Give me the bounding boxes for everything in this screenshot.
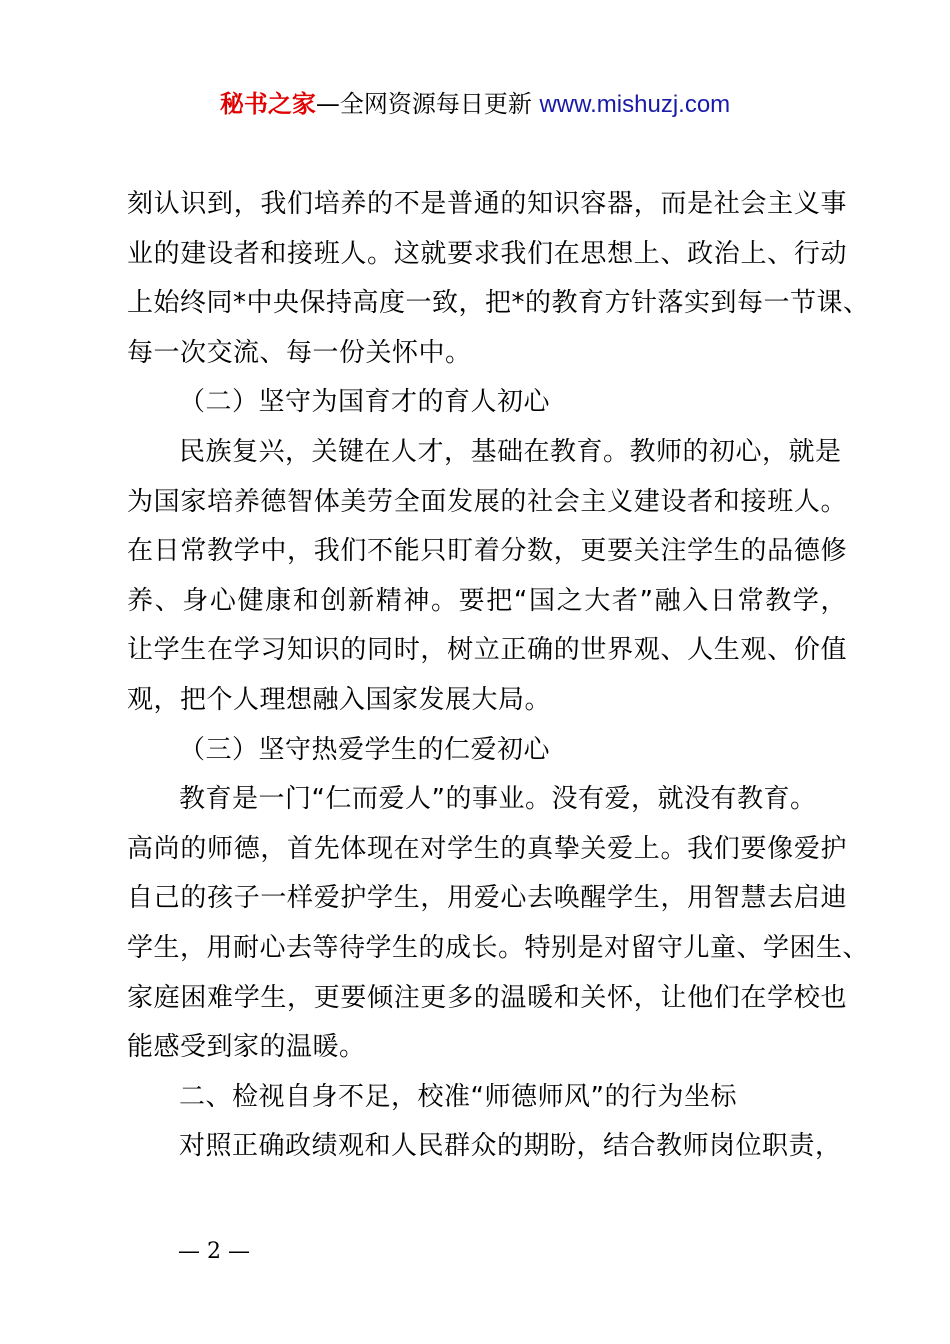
header-url: www.mishuzj.com	[539, 91, 731, 118]
body-line: 让学生在学习知识的同时，树立正确的世界观、人生观、价值	[127, 635, 847, 666]
section-heading: （三）坚守热爱学生的仁爱初心	[179, 734, 551, 765]
body-line: 上始终同*中央保持高度一致，把*的教育方针落实到每一节课、	[127, 288, 870, 319]
body-line: 自己的孩子一样爱护学生，用爱心去唤醒学生，用智慧去启迪	[127, 883, 847, 914]
header-tagline: —全网资源每日更新	[315, 90, 540, 118]
body-line: 家庭困难学生，更要倾注更多的温暖和关怀，让他们在学校也	[127, 982, 847, 1013]
body-line: 能感受到家的温暖。	[127, 1032, 366, 1063]
chapter-heading: 二、检视自身不足，校准“师德师风”的行为坐标	[179, 1081, 737, 1112]
body-line: 高尚的师德，首先体现在对学生的真挚关爱上。我们要像爱护	[127, 833, 847, 864]
brand-name: 秘书之家	[219, 90, 316, 118]
body-line: 在日常教学中，我们不能只盯着分数，更要关注学生的品德修	[127, 536, 847, 567]
body-line: 民族复兴，关键在人才，基础在教育。教师的初心，就是	[179, 436, 842, 467]
body-line: 学生，用耐心去等待学生的成长。特别是对留守儿童、学困生、	[127, 932, 870, 963]
body-line: 养、身心健康和创新精神。要把“国之大者”融入日常教学，	[127, 585, 847, 616]
body-line: 对照正确政绩观和人民群众的期盼，结合教师岗位职责，	[179, 1131, 842, 1162]
body-line: 教育是一门“仁而爱人”的事业。没有爱，就没有教育。	[179, 784, 817, 815]
body-line: 观，把个人理想融入国家发展大局。	[127, 684, 552, 715]
section-heading: （二）坚守为国育才的育人初心	[179, 387, 551, 418]
body-line: 为国家培养德智体美劳全面发展的社会主义建设者和接班人。	[127, 486, 847, 517]
body-line: 业的建设者和接班人。这就要求我们在思想上、政治上、行动	[127, 238, 847, 269]
body-line: 每一次交流、每一份关怀中。	[127, 337, 472, 368]
page-header	[0, 86, 950, 123]
document-body	[127, 180, 870, 1172]
page-number: — 2 —	[178, 1239, 250, 1264]
body-line: 刻认识到，我们培养的不是普通的知识容器，而是社会主义事	[127, 189, 847, 219]
